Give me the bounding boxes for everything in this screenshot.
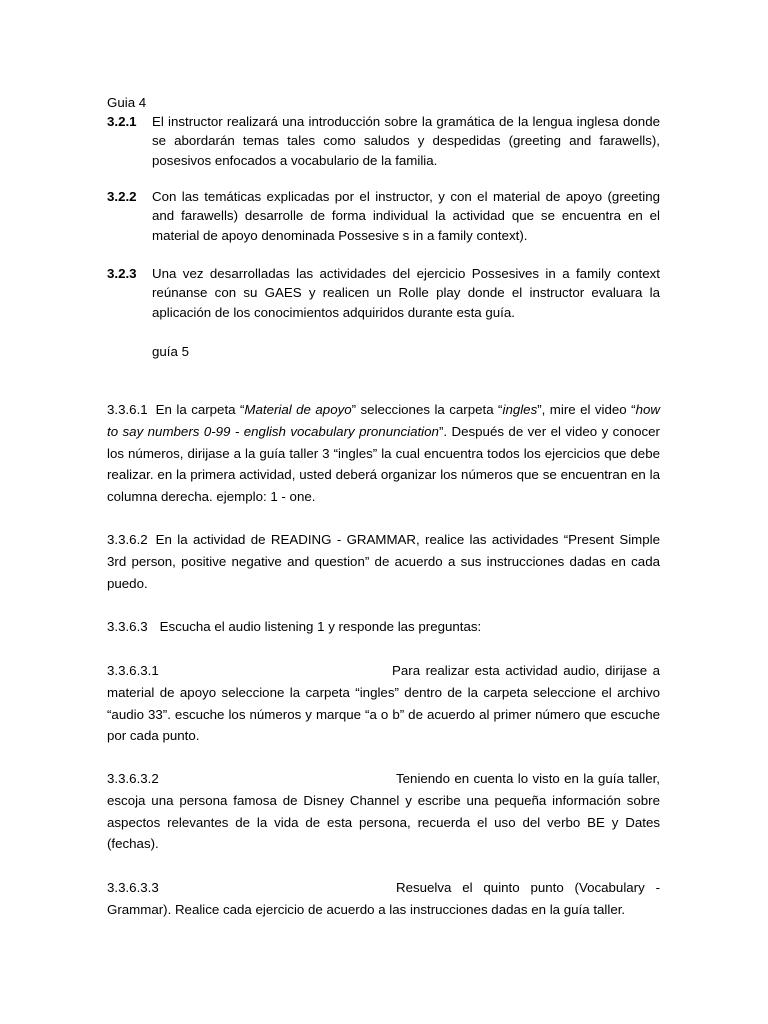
item-number: 3.2.2 bbox=[107, 189, 137, 204]
paragraph-text-d: ”. Después de ver el video y conocer los números, dirijase a la guía taller 3 “ingles” la cual encuentra todos los ejercicios que debe realizar. en la primera actividad, usted deberá organizar los números que se encuentran en la columna derecha. ejemplo: 1 - one. bbox=[107, 423, 660, 505]
folder-name-material: Material de apoyo bbox=[244, 402, 352, 417]
paragraph-text: Para realizar esta actividad audio, dirijase a material de apoyo seleccione la carpeta “ingles” dentro de la carpeta seleccione el archivo “audio 33”. escuche los números y marque “a o b” de acuerdo al primer número que escuche por cada punto. bbox=[107, 663, 660, 744]
item-3-2-2 bbox=[107, 187, 660, 245]
folder-name-ingles: ingles bbox=[502, 402, 538, 417]
paragraph-number: 3.3.6.3.2 bbox=[107, 771, 159, 786]
item-number: 3.2.3 bbox=[107, 266, 137, 281]
video-title: how to say numbers 0-99 - english vocabulary pronunciation bbox=[107, 402, 660, 439]
paragraph-number: 3.3.6.2 bbox=[107, 532, 148, 547]
paragraph-3-3-6-3-3 bbox=[107, 877, 660, 921]
paragraph-text-b: ” selecciones la carpeta “ bbox=[351, 402, 503, 417]
paragraph-number: 3.3.6.3.3 bbox=[107, 880, 159, 895]
item-text: Con las temáticas explicadas por el instructor, y con el material de apoyo (greeting and farawells) desarrolle de forma individual la actividad que se encuentra en el material de apoyo denominada Possesive s in a family context). bbox=[152, 189, 660, 243]
guia4-title: Guia 4 bbox=[107, 95, 147, 110]
item-3-2-3 bbox=[107, 264, 660, 322]
paragraph-text: Teniendo en cuenta lo visto en la guía taller, escoja una persona famosa de Disney Channel y escribe una pequeña información sobre aspectos relevantes de la vida de esta persona, recuerda el uso del verbo BE y Dates (fechas). bbox=[107, 771, 660, 852]
paragraph-text: En la actividad de READING - GRAMMAR, realice las actividades “Present Simple 3rd person, positive negative and question” de acuerdo a sus instrucciones dadas en cada puedo. bbox=[107, 532, 660, 591]
paragraph-text: Escucha el audio listening 1 y responde las preguntas: bbox=[159, 619, 482, 634]
item-text: Una vez desarrolladas las actividades del ejercicio Possesives in a family context reúnanse con su GAES y realicen un Rolle play donde el instructor evaluara la aplicación de los conocimientos adquiridos durante esta guía. bbox=[152, 266, 660, 320]
item-text: El instructor realizará una introducción sobre la gramática de la lengua inglesa donde se abordarán temas tales como saludos y despedidas (greeting and farawells), posesivos enfocados a vocabulario de la familia. bbox=[152, 114, 660, 168]
item-3-2-1 bbox=[107, 112, 660, 170]
paragraph-number: 3.3.6.1 bbox=[107, 402, 148, 417]
paragraph-3-3-6-3 bbox=[107, 616, 660, 638]
paragraph-3-3-6-2 bbox=[107, 529, 660, 594]
paragraph-3-3-6-1 bbox=[107, 399, 660, 508]
paragraph-text-a: En la carpeta “ bbox=[155, 402, 245, 417]
guia5-title: guía 5 bbox=[152, 344, 189, 359]
item-number: 3.2.1 bbox=[107, 114, 137, 129]
paragraph-3-3-6-3-1 bbox=[107, 660, 660, 747]
paragraph-text-c: ”, mire el video “ bbox=[537, 402, 636, 417]
paragraph-text: Resuelva el quinto punto (Vocabulary - Grammar). Realice cada ejercicio de acuerdo a las instrucciones dadas en la guía taller. bbox=[107, 880, 660, 917]
paragraph-3-3-6-3-2 bbox=[107, 768, 660, 855]
paragraph-number: 3.3.6.3.1 bbox=[107, 663, 159, 678]
paragraph-number: 3.3.6.3 bbox=[107, 619, 148, 634]
